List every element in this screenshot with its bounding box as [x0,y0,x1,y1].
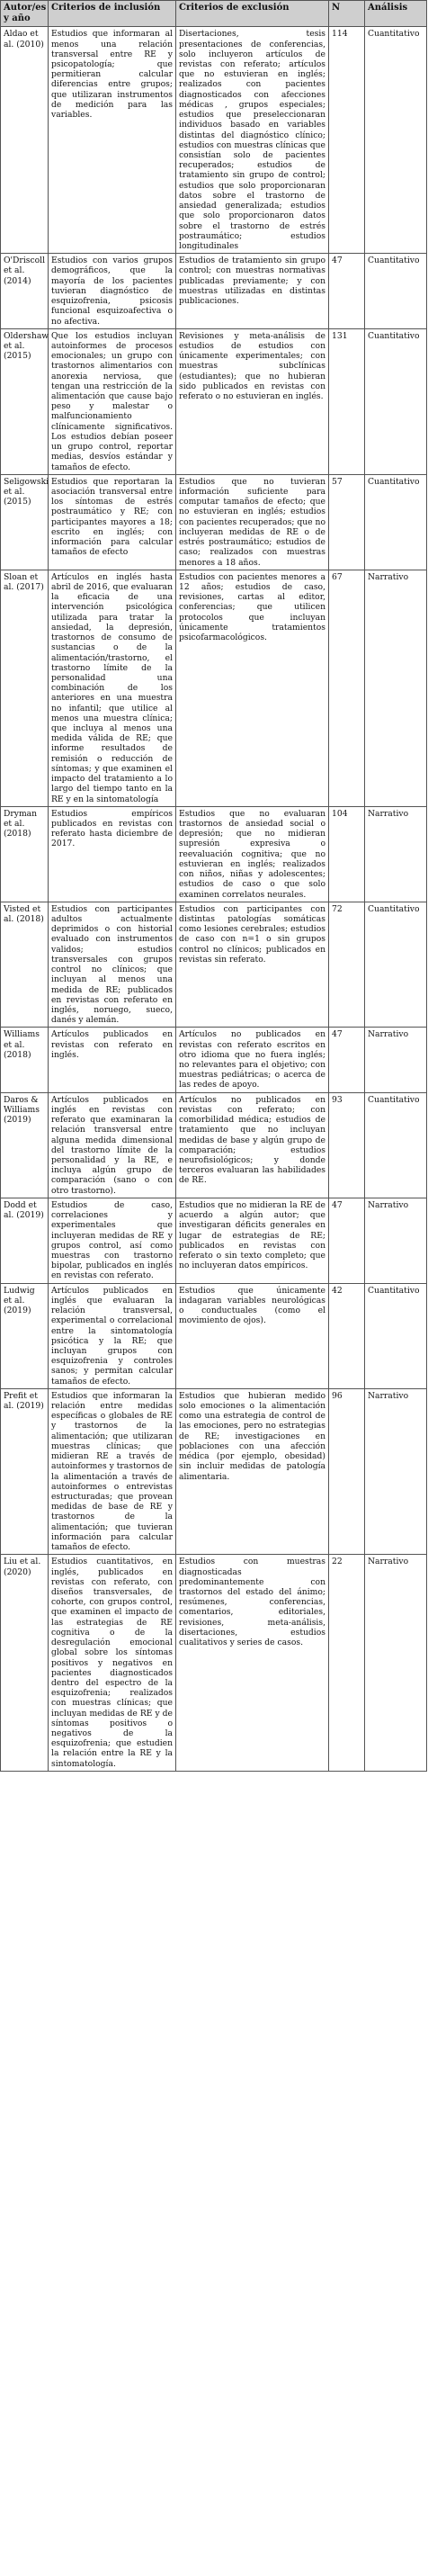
cell-inclusion: Estudios con varios grupos demográficos, que la mayoría de los pacientes tuvieran diagnóstico de esquizofrenia, psicosis funcional esquizoafectiva o no afectiva. [49,254,176,329]
cell-exclusion: Estudios que no tuvieran información suficiente para computar tamaños de efecto; que no estuvieran en inglés; estudios con pacientes recuperados; que no incluyeran medidas de RE o de estrés postraumático; estudios de caso; realizados con muestras menores a 18 años. [176,474,329,570]
cell-n: 47 [329,254,365,329]
header-analysis: Análisis [365,1,427,27]
cell-n: 131 [329,328,365,474]
cell-exclusion: Estudios con pacientes menores a 12 años; estudios de caso, revisiones, cartas al editor, conferencias; que utilicen protocolos que incluyan únicamente tratamientos psicofarmacológicos. [176,570,329,806]
cell-n: 67 [329,570,365,806]
cell-analysis: Cuantitativo [365,27,427,254]
table-row [1,1283,427,1388]
cell-analysis: Cuantitativo [365,902,427,1028]
cell-exclusion: Estudios que hubieran medido solo emociones o la alimentación como una estrategia de control de las emociones, pero no estrategias de RE; investigaciones en poblaciones con una afección médica (por ejemplo, obesidad) sin incluir medidas de patología alimentaria. [176,1388,329,1555]
cell-n: 93 [329,1092,365,1198]
header-inclusion: Criterios de inclusión [49,1,176,27]
cell-author: Dodd et al. (2019) [1,1198,49,1283]
cell-author: O'Driscoll et al. (2014) [1,254,49,329]
cell-inclusion: Estudios de caso, correlaciones y experimentales que incluyeran medidas de RE y grupos control, así como muestras con trastorno bipolar, publicados en inglés en revistas con referato. [49,1198,176,1283]
cell-analysis: Cuantitativo [365,328,427,474]
cell-analysis: Narrativo [365,1388,427,1555]
cell-author: Williams et al. (2018) [1,1028,49,1092]
table-row [1,1198,427,1283]
cell-inclusion: Estudios con participantes adultos actualmente deprimidos o con historial evaluado con instrumentos validos; estudios transversales con grupos control no clínicos; que incluyan al menos una medida de RE; publicados en revistas con referato en inglés, noruego, sueco, danés y alemán. [49,902,176,1028]
cell-author: Oldershaw et al. (2015) [1,328,49,474]
cell-analysis: Narrativo [365,1198,427,1283]
cell-exclusion: Artículos no publicados en revistas con referato escritos en otro idioma que no fuera inglés; no relevantes para el objetivo; con muestras pediátricas; o acerca de las redes de apoyo. [176,1028,329,1092]
cell-n: 47 [329,1028,365,1092]
cell-inclusion: Artículos publicados en revistas con referato en inglés. [49,1028,176,1092]
cell-n: 114 [329,27,365,254]
cell-exclusion: Estudios con participantes con distintas patologías somáticas como lesiones cerebrales; estudios de caso con n=1 o sin grupos control no clínicos; publicados en revistas sin referato. [176,902,329,1028]
table-row [1,806,427,902]
table-header-row [1,1,427,27]
cell-n: 57 [329,474,365,570]
table-row [1,1028,427,1092]
cell-inclusion: Estudios que informaran la relación entre medidas específicas o globales de RE y trastornos de la alimentación; que utilizaran muestras clínicas; que midieran RE a través de autoinformes y trastornos de la alimentación a través de autoinformes o entrevistas estructuradas; que provean medidas de base de RE y trastornos de la alimentación; que tuvieran información para calcular tamaños de efecto. [49,1388,176,1555]
cell-exclusion: Estudios que únicamente indagaran variables neurológicas o conductuales (como el movimiento de ojos). [176,1283,329,1388]
table-row [1,328,427,474]
header-author: Autor/es y año [1,1,49,27]
cell-author: Sloan et al. (2017) [1,570,49,806]
cell-author: Liu et al. (2020) [1,1555,49,1772]
cell-inclusion: Artículos en inglés hasta abril de 2016, que evaluaran la eficacia de una intervención psicológica utilizada para tratar la ansiedad, la depresión, trastornos de consumo de sustancias o de la alimentación/trastorno, el trastorno límite de la personalidad una combinación de los anteriores en una muestra no infantil; que utilice al menos una muestra clínica; que incluya al menos una medida válida de RE; que informe resultados de remisión o reducción de síntomas; y que examinen el impacto del tratamiento a lo largo del tiempo tanto en la RE y en la sintomatología [49,570,176,806]
cell-inclusion: Artículos publicados en inglés que evaluaran la relación transversal, experimental o correlacional entre la sintomatología psicótica y la RE; que incluyan grupos con esquizofrenia y controles sanos; y permitan calcular tamaños de efecto. [49,1283,176,1388]
cell-inclusion: Estudios que informaran al menos una relación transversal entre RE y psicopatología; que permitieran calcular diferencias entre grupos; que utilizaran instrumentos de medición para las variables. [49,27,176,254]
cell-author: Ludwig et al. (2019) [1,1283,49,1388]
table-row [1,1092,427,1198]
header-n: N [329,1,365,27]
cell-exclusion: Estudios que no midieran la RE de acuerdo a algún autor; que investigaran déficits generales en lugar de estrategias de RE; publicados en revistas con referato o sin texto completo; que no incluyeran datos empíricos. [176,1198,329,1283]
header-exclusion: Criterios de exclusión [176,1,329,27]
cell-author: Seligowski et al. (2015) [1,474,49,570]
cell-exclusion: Artículos no publicados en revistas con referato; con comorbilidad médica; estudios de tratamiento que no incluyan medidas de base y algún grupo de comparación; estudios neurofisiológicos; y donde terceros evaluaran las habilidades de RE. [176,1092,329,1198]
cell-analysis: Cuantitativo [365,254,427,329]
cell-n: 104 [329,806,365,902]
cell-n: 72 [329,902,365,1028]
cell-exclusion: Revisiones y meta-análisis de estudios de estudios con únicamente experimentales; con muestras subclínicas (estudiantes); que no hubieran sido publicados en revistas con referato o no estuvieran en inglés. [176,328,329,474]
cell-author: Dryman et al. (2018) [1,806,49,902]
table-row [1,474,427,570]
cell-exclusion: Estudios de tratamiento sin grupo control; con muestras normativas publicadas previamente; y con muestras utilizadas en distintas publicaciones. [176,254,329,329]
table-row [1,902,427,1028]
cell-exclusion: Estudios que no evaluaran trastornos de ansiedad social o depresión; que no midieran supresión expresiva o reevaluación cognitiva; que no estuvieran en inglés; realizados con niños, niñas y adolescentes; estudios de caso o que solo examinen correlatos neurales. [176,806,329,902]
cell-inclusion: Estudios empíricos publicados en revistas con referato hasta diciembre de 2017. [49,806,176,902]
cell-author: Prefit et al. (2019) [1,1388,49,1555]
cell-n: 22 [329,1555,365,1772]
cell-analysis: Cuantitativo [365,1092,427,1198]
cell-inclusion: Que los estudios incluyan autoinformes de procesos emocionales; un grupo con trastornos alimentarios con anorexia nerviosa, que tengan una restricción de la alimentación que cause bajo peso y malestar o malfuncionamiento clínicamente significativos. Los estudios debían poseer un grupo control, reportar medias, desvíos estándar y tamaños de efecto. [49,328,176,474]
cell-analysis: Cuantitativo [365,1283,427,1388]
cell-analysis: Narrativo [365,1028,427,1092]
cell-n: 96 [329,1388,365,1555]
table-row [1,1555,427,1772]
cell-n: 47 [329,1198,365,1283]
cell-inclusion: Estudios que reportaran la asociación transversal entre los síntomas de estrés postraumático y RE; con participantes mayores a 18; escrito en inglés; con información para calcular tamaños de efecto [49,474,176,570]
cell-exclusion: Disertaciones, tesis presentaciones de conferencias, solo incluyeron artículos de revistas con referato; artículos que no estuvieran en inglés; realizados con pacientes diagnosticados con afecciones médicas , grupos especiales; estudios que preseleccionaran individuos basado en variables distintas del diagnóstico clínico; estudios con muestras clínicas que consistían solo de pacientes recuperados; estudios de tratamiento sin grupo de control; estudios que solo proporcionaran datos sobre el trastorno de ansiedad generalizada; estudios que solo proporcionaron datos sobre el trastorno de estrés postraumático; estudios longitudinales [176,27,329,254]
cell-inclusion: Estudios cuantitativos, en inglés, publicados en revistas con referato, con diseños transversales, de cohorte, con grupos control, que examinen el impacto de las estrategias de RE cognitiva o de la desregulación emocional global sobre los síntomas positivos y negativos en pacientes diagnosticados dentro del espectro de la esquizofrenia; realizados con muestras clínicas; que incluyan medidas de RE y de síntomas positivos o negativos de la esquizofrenia; que estudien la relación entre la RE y la sintomatología. [49,1555,176,1772]
table-row [1,1388,427,1555]
cell-analysis: Narrativo [365,806,427,902]
cell-analysis: Narrativo [365,570,427,806]
cell-n: 42 [329,1283,365,1388]
cell-analysis: Narrativo [365,1555,427,1772]
cell-exclusion: Estudios con muestras diagnosticadas predominantemente con trastornos del estado del ánimo; resúmenes, conferencias, comentarios, editoriales, revisiones, meta-análisis, disertaciones, estudios cualitativos y series de casos. [176,1555,329,1772]
cell-author: Aldao et al. (2010) [1,27,49,254]
table-row [1,27,427,254]
cell-author: Daros & Williams (2019) [1,1092,49,1198]
cell-inclusion: Artículos publicados en inglés en revistas con referato que examinaran la relación transversal entre alguna medida dimensional del trastorno límite de la personalidad y la RE, e incluya algún grupo de comparación (sano o con otro trastorno). [49,1092,176,1198]
cell-author: Visted et al. (2018) [1,902,49,1028]
table-row [1,254,427,329]
table-row [1,570,427,806]
cell-analysis: Cuantitativo [365,474,427,570]
